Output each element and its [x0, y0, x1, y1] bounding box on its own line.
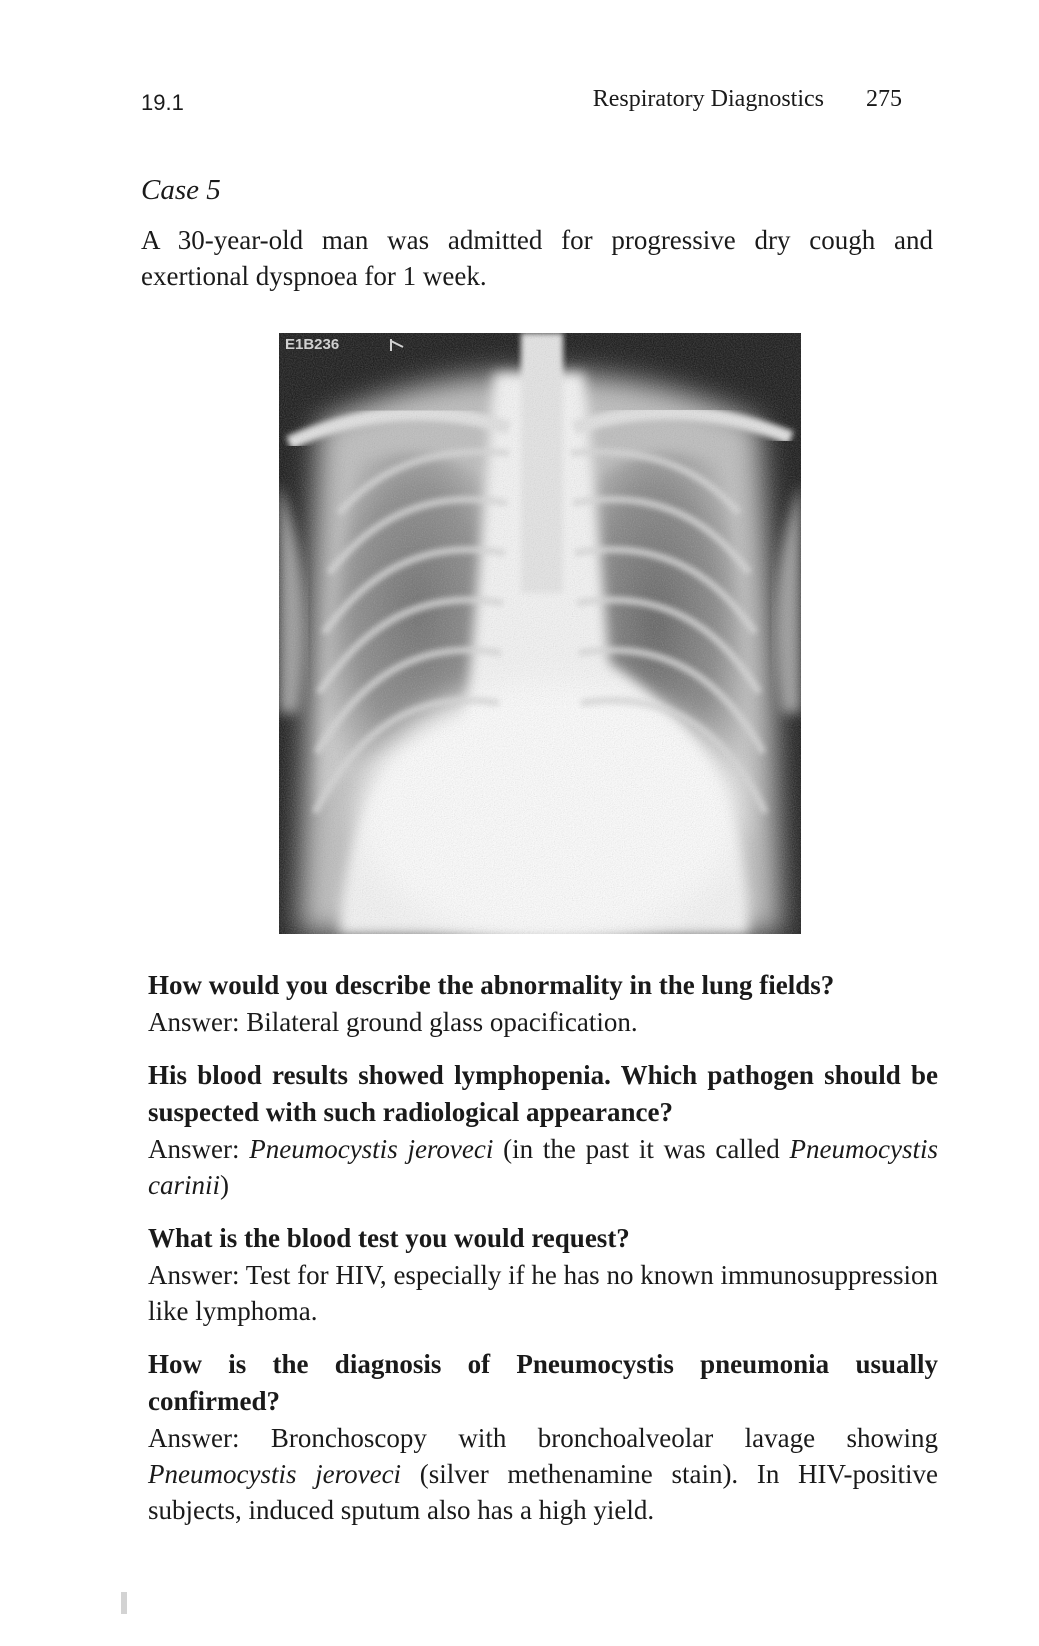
question-text: How would you describe the abnormality in the lung fields? — [148, 970, 835, 1000]
question-text: His blood results showed lymphopenia. Which pathogen should be suspected with such radiological appearance? — [148, 1060, 938, 1127]
answer-text — [148, 1257, 938, 1329]
qa-item — [148, 1220, 938, 1329]
answer-close: ) — [220, 1170, 229, 1200]
answer-body: Test for HIV, especially if he has no known immunosuppression like lymphoma. — [148, 1260, 938, 1326]
answer-body-tail: (silver methenamine stain). In HIV-positive subjects, induced sputum also has a high yield. — [148, 1459, 938, 1525]
scan-margin-mark — [121, 1592, 127, 1614]
answer-text — [148, 1004, 938, 1040]
organism-name: Pneumocystis jeroveci — [148, 1459, 402, 1489]
answer-body: Bilateral ground glass opacification. — [246, 1007, 638, 1037]
qa-item — [148, 967, 938, 1040]
answer-prefix: Answer: — [148, 1260, 240, 1290]
chest-xray-image — [279, 333, 801, 934]
film-marker: E1B236 — [285, 336, 340, 353]
question-text: How is the diagnosis of Pneumocystis pneumonia usually confirmed? — [148, 1349, 938, 1416]
answer-body: Bronchoscopy with bronchoalveolar lavage showing — [270, 1423, 939, 1453]
qa-item — [148, 1346, 938, 1528]
case-intro: A 30-year-old man was admitted for progressive dry cough and exertional dyspnoea for 1 week. — [141, 225, 933, 291]
page-number: 275 — [866, 86, 902, 112]
chest-xray-figure — [279, 333, 801, 934]
organism-name: Pneumocystis jeroveci — [249, 1134, 494, 1164]
question-text: What is the blood test you would request? — [148, 1223, 630, 1253]
answer-prefix: Answer: — [148, 1423, 240, 1453]
answer-text — [148, 1131, 938, 1203]
section-number: 19.1 — [141, 90, 184, 115]
answer-body: (in the past it was called — [503, 1134, 780, 1164]
running-header — [141, 86, 902, 116]
answer-prefix: Answer: — [148, 1134, 240, 1164]
answer-prefix: Answer: — [148, 1007, 240, 1037]
answer-text — [148, 1420, 938, 1528]
case-title: Case 5 — [141, 174, 221, 206]
former-organism-name: Pneumocystis carinii — [148, 1134, 939, 1200]
running-title: Respiratory Diagnostics — [592, 86, 824, 112]
qa-item — [148, 1057, 938, 1203]
